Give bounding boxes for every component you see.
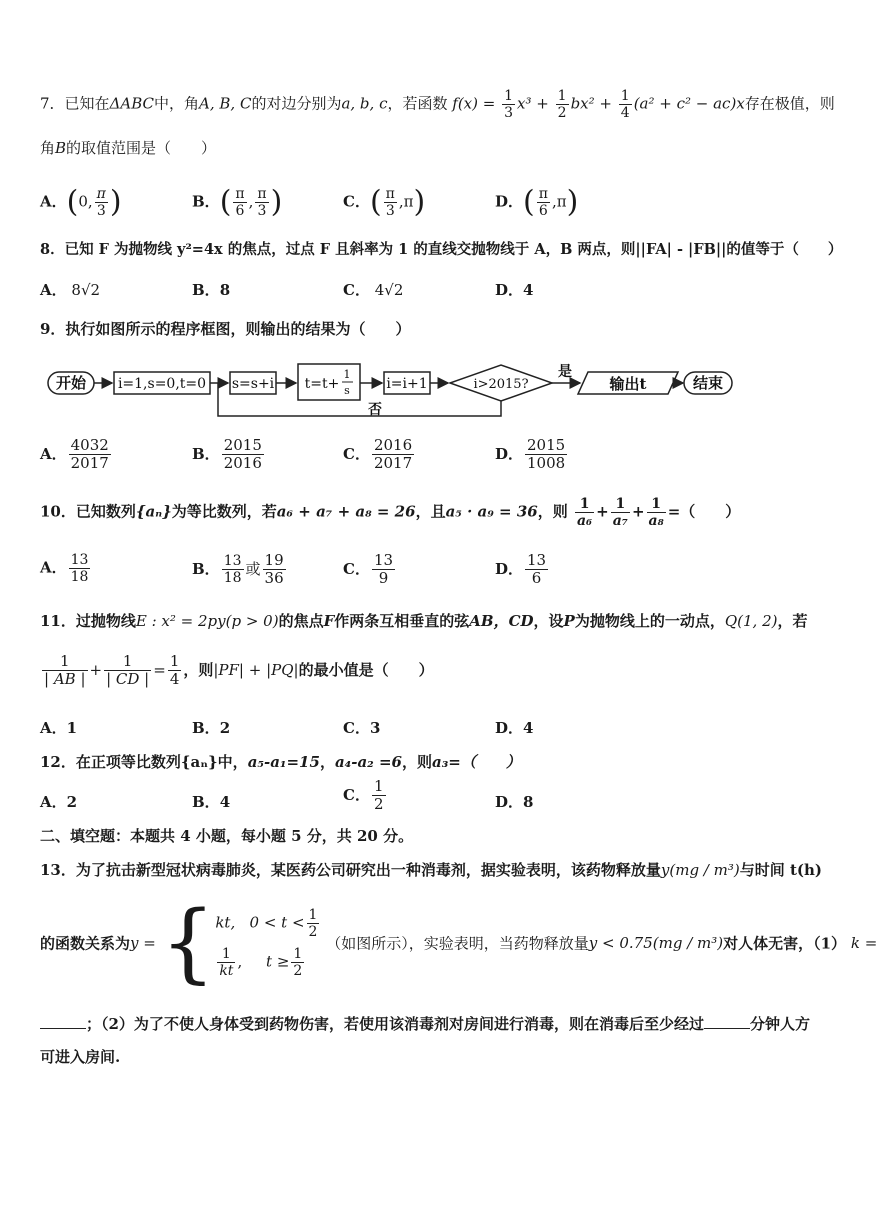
q11-text: 为抛物线上的一动点， <box>574 612 725 630</box>
option-label: C． <box>343 785 370 804</box>
answer-blank-1[interactable] <box>40 1028 86 1029</box>
q7-text: ，若函数 <box>387 94 448 113</box>
q7-angles: A, B, C <box>199 94 252 113</box>
q11-option-d[interactable] <box>495 717 533 738</box>
flow-end-label: 结束 <box>692 374 724 392</box>
option-value: 8 <box>219 281 231 299</box>
q11-text: ，则 <box>183 660 214 679</box>
q7-triangle: ΔABC <box>109 94 155 113</box>
q10-stem: 10．已知数列{aₙ}为等比数列，若a₆ + a₇ + a₈ = 26，且a₅ · a₉ = 36，则 $\frac{1}{\text{a₆}}$ + $\frac{1}{\text{a₇}}$ + $\frac{1}{\text{a₈}}$ =（ ） <box>40 496 741 530</box>
option-label: B． <box>192 444 220 463</box>
q9-option-c[interactable]: C． $\frac{2016}{2017}$ <box>343 436 413 473</box>
option-label: C． <box>343 559 370 578</box>
q10-option-d[interactable]: D． $\frac{13}{6}$ <box>495 551 547 588</box>
q7-text: 的取值范围是（ ） <box>66 139 217 157</box>
q7-fx: f(x) = <box>452 94 496 113</box>
q7-term1: x³ + <box>517 94 549 113</box>
q10-option-a[interactable]: A． $\frac{13}{18}$ <box>40 552 89 586</box>
q7-text: 存在极值，则 <box>744 94 835 113</box>
option-label: C． <box>343 192 370 211</box>
q7-line1 <box>40 88 835 121</box>
q7-option-a[interactable]: A．(0, $\frac{\pi}{3}$ ) <box>40 184 122 220</box>
q11-line1 <box>40 610 807 631</box>
q9-option-a[interactable]: A． $\frac{4032}{2017}$ <box>40 436 109 473</box>
q10-eq2: a₅ · a₉ = 36 <box>445 502 538 521</box>
q13-text: 分钟人方 <box>749 1015 810 1033</box>
q13-unit: y(mg / m³) <box>660 861 740 879</box>
q13-text: （如图所示），实验表明，当药物释放量 <box>326 934 589 953</box>
option-label: D． <box>495 793 524 811</box>
q7-angle-b: B <box>55 139 67 157</box>
q12-eq1: a₅-a₁=15 <box>247 753 320 771</box>
q7-frac-1-2: $\frac{1}{2}$ <box>557 88 567 122</box>
q8-option-d[interactable] <box>495 279 533 300</box>
option-value: 4 <box>523 281 534 299</box>
q13-line2 <box>40 893 877 993</box>
q9-stem: 9．执行如图所示的程序框图，则输出的结果为（ ） <box>40 320 411 338</box>
flow-start-label: 开始 <box>55 374 87 392</box>
q7-number: 7． <box>40 94 65 113</box>
flow-no-label: 否 <box>368 402 382 418</box>
q11-text: ，若 <box>777 612 808 630</box>
option-label: C． <box>343 719 370 737</box>
option-label: D． <box>495 559 524 578</box>
q10-text: ，且 <box>415 502 446 521</box>
q7-frac-1-4: $\frac{1}{4}$ <box>620 88 630 122</box>
q12-option-c[interactable]: C． $\frac{1}{2}$ <box>343 777 384 814</box>
q10-eq1: a₆ + a₇ + a₈ = 26 <box>276 502 416 521</box>
flow-cond-label: i>2015? <box>473 377 529 392</box>
q13-y-eq: y = <box>130 934 156 952</box>
option-label: D． <box>495 444 524 463</box>
q13-cond: y < 0.75(mg / m³) <box>588 934 724 952</box>
q13-line1 <box>40 859 822 880</box>
q13-k: k = <box>850 934 877 952</box>
option-value: 3 <box>369 719 381 737</box>
q12-text: ， <box>319 753 335 771</box>
q11-text: 作两条互相垂直的弦 <box>334 612 470 630</box>
q11-text: ，设 <box>533 612 564 630</box>
q8-stem: 8．已知 F 为抛物线 y²=4x 的焦点，过点 F 且斜率为 1 的直线交抛物线于 A，B 两点，则||FA| - |FB||的值等于（ ） <box>40 241 843 258</box>
q7-text: 角 <box>40 139 56 157</box>
q7-option-d[interactable]: D．( $\frac{\pi}{6}$ ,π) <box>495 184 579 220</box>
option-label: A． <box>40 444 67 463</box>
q13-line4: 可进入房间. <box>40 1048 121 1066</box>
q12-eq2: a₄-a₂ =6 <box>334 753 402 771</box>
answer-blank-2[interactable] <box>704 1028 750 1029</box>
q7-option-b[interactable]: B．( $\frac{\pi}{6}$ , $\frac{\pi}{3}$ ) <box>192 184 283 220</box>
q9-option-b[interactable]: B． $\frac{2015}{2016}$ <box>192 436 262 473</box>
q7-text: 中，角 <box>154 94 200 113</box>
q13-text: 的函数关系为 <box>40 934 131 953</box>
q10-seq: {aₙ} <box>135 502 172 521</box>
q10-option-b[interactable]: B． $\frac{13}{18}$ 或 $\frac{19}{36}$ <box>192 551 284 588</box>
option-value: 4 <box>219 793 231 811</box>
q13-text: 对人体无害，（1） <box>723 934 847 953</box>
q12-option-a[interactable] <box>40 791 77 812</box>
q11-text: 11．过抛物线 <box>40 612 136 630</box>
q11-option-c[interactable] <box>343 717 380 738</box>
q13-text: 与时间 t(h) <box>739 861 822 879</box>
option-value: 4 <box>523 719 534 737</box>
q7-text: 的对边分别为 <box>251 94 342 113</box>
q7-frac-1-3: $\frac{1}{3}$ <box>504 88 514 122</box>
q8-option-c[interactable] <box>343 279 403 300</box>
q12-option-b[interactable] <box>192 791 230 812</box>
option-label: D． <box>495 719 524 737</box>
q11-p: P <box>563 612 575 630</box>
option-label: C． <box>343 444 370 463</box>
option-label: B． <box>192 192 220 211</box>
q13-line3 <box>40 1013 810 1034</box>
option-label: C． <box>343 281 370 299</box>
q7-text: 已知在 <box>64 94 110 113</box>
section-heading: 二、填空题：本题共 4 小题，每小题 5 分，共 20 分。 <box>40 827 414 845</box>
q7-option-c[interactable]: C．( $\frac{\pi}{3}$ ,π) <box>343 184 426 220</box>
option-label: D． <box>495 192 524 211</box>
q13-piecewise: { kt, 0 < t < $\frac{1}{2}$ $\frac{1}{kt}$ , t ≥ $\frac{1}{2}$ <box>160 893 318 993</box>
option-label: B． <box>192 559 220 578</box>
q8-option-b[interactable] <box>192 279 230 300</box>
q9-flowchart <box>40 356 740 426</box>
q7-options <box>40 172 840 222</box>
q7-sides: a, b, c <box>341 94 388 113</box>
q7-term3: (a² + c² − ac)x <box>633 94 745 113</box>
option-value: 8√2 <box>71 281 101 299</box>
option-label: B． <box>192 281 220 299</box>
q11-line2: $\frac{1}{| AB |}$ + $\frac{1}{| CD |}$ = $\frac{1}{4}$ ，则|PF| + |PQ|的最小值是（ ） <box>44 652 434 689</box>
q11-expr: |PF| + |PQ| <box>213 660 299 679</box>
option-value: 8 <box>523 793 534 811</box>
q13-text: ；（2）为了不使人身体受到药物伤害，若使用该消毒剂对房间进行消毒，则在消毒后至少经过 <box>86 1015 704 1033</box>
q10-text: 10．已知数列 <box>40 502 136 521</box>
flow-t-label: t=t+ <box>304 376 340 392</box>
q11-chords: AB，CD <box>469 612 534 630</box>
option-label: A． <box>40 192 67 211</box>
q13-text: 13．为了抗击新型冠状病毒肺炎，某医药公司研究出一种消毒剂，据实验表明，该药物释放量 <box>40 861 661 879</box>
q11-curve: E : x² = 2py(p > 0) <box>135 612 279 630</box>
option-label: B． <box>192 793 220 811</box>
option-label: A． <box>40 281 67 299</box>
q11-f: F <box>323 612 335 630</box>
q11-option-a[interactable] <box>40 717 77 738</box>
q10-text: =（ ） <box>667 502 741 521</box>
svg-text:s: s <box>344 384 350 397</box>
q11-text: 的焦点 <box>278 612 324 630</box>
q12-ask: a₃=（ ） <box>432 753 521 771</box>
q10-text: ，则 <box>537 502 568 521</box>
flow-output-label: 输出t <box>609 375 647 393</box>
option-value: 4√2 <box>374 281 404 299</box>
option-label: A． <box>40 719 67 737</box>
q7-term2: bx² + <box>570 94 612 113</box>
q8-option-a[interactable] <box>40 279 100 300</box>
q10-option-c[interactable]: C． $\frac{13}{9}$ <box>343 551 394 588</box>
q11-q: Q(1, 2) <box>724 612 778 630</box>
q11-option-b[interactable] <box>192 717 230 738</box>
q7-line2 <box>40 137 216 158</box>
q12-text: ，则 <box>401 753 432 771</box>
flow-yes-label: 是 <box>558 364 572 380</box>
q10-text: 为等比数列，若 <box>171 502 277 521</box>
option-label: A． <box>40 558 67 577</box>
option-label: B． <box>192 719 220 737</box>
svg-text:1: 1 <box>343 368 351 381</box>
q12-option-d[interactable] <box>495 791 533 812</box>
option-value: 2 <box>66 793 78 811</box>
option-value: 2 <box>219 719 231 737</box>
q12-text: 12．在正项等比数列{aₙ}中， <box>40 753 248 771</box>
flow-s-label: s=s+i <box>231 376 275 392</box>
option-label: D． <box>495 281 524 299</box>
flow-init-label: i=1,s=0,t=0 <box>117 376 207 392</box>
q9-option-d[interactable]: D． $\frac{2015}{1008}$ <box>495 436 566 473</box>
option-value: 1 <box>66 719 78 737</box>
flow-i-label: i=i+1 <box>386 376 428 392</box>
q11-text: 的最小值是（ ） <box>298 660 434 679</box>
q12-stem <box>40 751 521 772</box>
option-label: A． <box>40 793 67 811</box>
